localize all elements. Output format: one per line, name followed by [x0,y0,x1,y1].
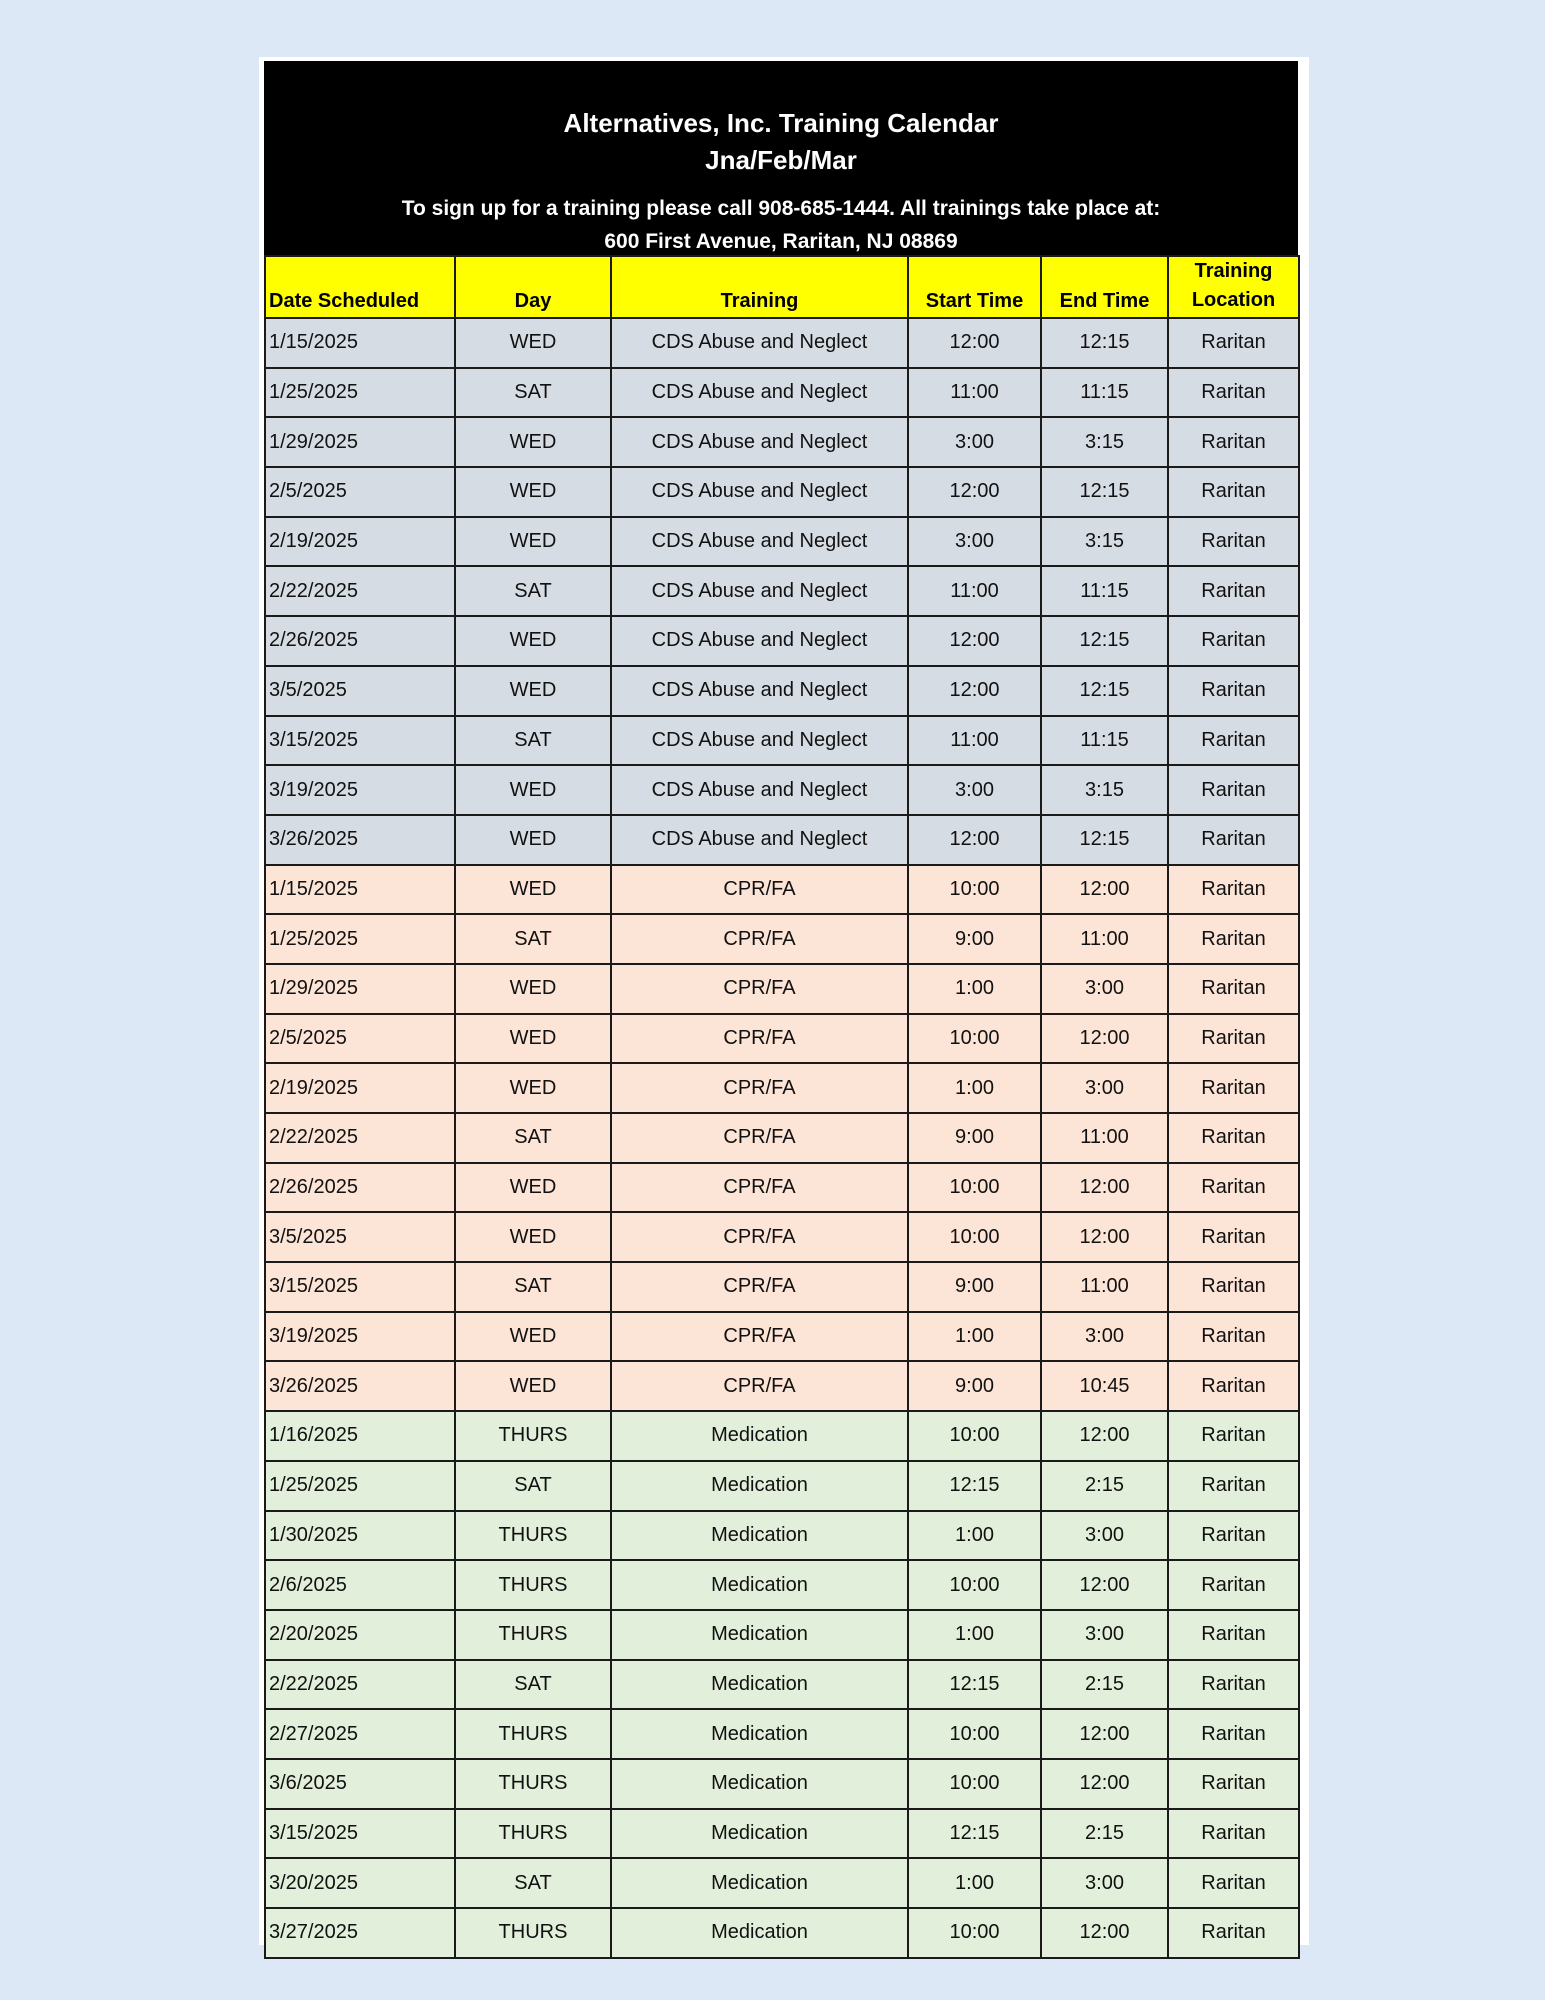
table-row [265,1411,1299,1461]
cell-day: SAT [455,1461,611,1511]
signup-notice-line2: 600 First Avenue, Raritan, NJ 08869 [604,230,958,253]
cell-date: 3/19/2025 [265,765,455,815]
table-row [265,1759,1299,1809]
table-body [265,318,1299,1958]
cell-day: SAT [455,1262,611,1312]
cell-end-time: 3:15 [1041,765,1168,815]
page-subtitle: Jna/Feb/Mar [705,145,857,175]
cell-date: 3/5/2025 [265,1212,455,1262]
table-row [265,368,1299,418]
cell-start-time: 9:00 [908,1361,1041,1411]
cell-start-time: 1:00 [908,1858,1041,1908]
cell-location: Raritan [1168,815,1299,865]
cell-day: SAT [455,566,611,616]
cell-date: 3/19/2025 [265,1312,455,1362]
cell-location: Raritan [1168,716,1299,766]
cell-end-time: 12:15 [1041,815,1168,865]
cell-training: Medication [611,1759,908,1809]
cell-day: WED [455,765,611,815]
cell-date: 2/26/2025 [265,616,455,666]
cell-location: Raritan [1168,1014,1299,1064]
cell-start-time: 10:00 [908,1759,1041,1809]
cell-training: CDS Abuse and Neglect [611,417,908,467]
column-header-location-line1: Training [1194,260,1273,282]
cell-training: CPR/FA [611,1113,908,1163]
table-row [265,1361,1299,1411]
cell-training: CPR/FA [611,865,908,915]
column-header-start: Start Time [908,256,1041,318]
cell-start-time: 9:00 [908,1262,1041,1312]
cell-end-time: 12:15 [1041,666,1168,716]
cell-location: Raritan [1168,368,1299,418]
cell-start-time: 10:00 [908,1908,1041,1958]
cell-start-time: 1:00 [908,1610,1041,1660]
cell-location: Raritan [1168,1461,1299,1511]
cell-training: CDS Abuse and Neglect [611,716,908,766]
cell-day: WED [455,1361,611,1411]
cell-location: Raritan [1168,1858,1299,1908]
cell-training: CDS Abuse and Neglect [611,467,908,517]
cell-start-time: 12:15 [908,1660,1041,1710]
cell-start-time: 12:00 [908,815,1041,865]
cell-training: CDS Abuse and Neglect [611,368,908,418]
cell-end-time: 3:00 [1041,1858,1168,1908]
table-row [265,1014,1299,1064]
cell-training: CDS Abuse and Neglect [611,815,908,865]
table-row [265,1511,1299,1561]
cell-day: SAT [455,1858,611,1908]
cell-training: CDS Abuse and Neglect [611,517,908,567]
cell-training: Medication [611,1560,908,1610]
cell-day: WED [455,666,611,716]
cell-training: CPR/FA [611,1262,908,1312]
cell-end-time: 12:00 [1041,1759,1168,1809]
column-header-date: Date Scheduled [265,256,455,318]
cell-location: Raritan [1168,1163,1299,1213]
cell-day: WED [455,865,611,915]
table-row [265,1212,1299,1262]
cell-day: THURS [455,1560,611,1610]
cell-end-time: 3:15 [1041,417,1168,467]
cell-training: CPR/FA [611,1312,908,1362]
cell-location: Raritan [1168,616,1299,666]
cell-date: 2/5/2025 [265,467,455,517]
cell-date: 3/15/2025 [265,1262,455,1312]
cell-start-time: 10:00 [908,1560,1041,1610]
cell-day: WED [455,318,611,368]
cell-location: Raritan [1168,1709,1299,1759]
cell-training: Medication [611,1511,908,1561]
cell-day: WED [455,1312,611,1362]
cell-end-time: 12:15 [1041,318,1168,368]
cell-training: CPR/FA [611,1212,908,1262]
cell-date: 3/26/2025 [265,815,455,865]
cell-location: Raritan [1168,1560,1299,1610]
cell-training: Medication [611,1461,908,1511]
cell-day: THURS [455,1709,611,1759]
cell-end-time: 12:00 [1041,1709,1168,1759]
table-row [265,815,1299,865]
column-header-location [1168,256,1299,318]
cell-location: Raritan [1168,914,1299,964]
table-row [265,1610,1299,1660]
cell-date: 3/15/2025 [265,716,455,766]
cell-training: CPR/FA [611,1063,908,1113]
cell-location: Raritan [1168,1759,1299,1809]
cell-location: Raritan [1168,1312,1299,1362]
table-row [265,517,1299,567]
cell-date: 2/22/2025 [265,1660,455,1710]
cell-start-time: 1:00 [908,1063,1041,1113]
cell-start-time: 3:00 [908,417,1041,467]
cell-start-time: 12:00 [908,467,1041,517]
training-table [264,255,1300,1959]
signup-notice [264,192,1298,258]
cell-end-time: 12:15 [1041,467,1168,517]
cell-end-time: 12:00 [1041,1560,1168,1610]
cell-location: Raritan [1168,1212,1299,1262]
cell-start-time: 1:00 [908,964,1041,1014]
cell-start-time: 3:00 [908,517,1041,567]
cell-training: CPR/FA [611,964,908,1014]
cell-date: 1/15/2025 [265,865,455,915]
cell-day: THURS [455,1610,611,1660]
cell-date: 2/19/2025 [265,1063,455,1113]
cell-start-time: 10:00 [908,1163,1041,1213]
cell-training: CPR/FA [611,1361,908,1411]
calendar-sheet [259,57,1309,1945]
cell-start-time: 12:00 [908,616,1041,666]
cell-date: 2/5/2025 [265,1014,455,1064]
cell-location: Raritan [1168,964,1299,1014]
cell-training: Medication [611,1709,908,1759]
cell-date: 3/20/2025 [265,1858,455,1908]
table-row [265,666,1299,716]
cell-start-time: 11:00 [908,368,1041,418]
table-row [265,964,1299,1014]
cell-day: WED [455,1014,611,1064]
cell-end-time: 11:15 [1041,716,1168,766]
cell-end-time: 3:15 [1041,517,1168,567]
table-row [265,765,1299,815]
cell-date: 1/29/2025 [265,417,455,467]
cell-day: SAT [455,716,611,766]
cell-start-time: 10:00 [908,865,1041,915]
cell-date: 2/22/2025 [265,566,455,616]
table-row [265,616,1299,666]
cell-date: 2/22/2025 [265,1113,455,1163]
cell-end-time: 3:00 [1041,1312,1168,1362]
cell-location: Raritan [1168,1908,1299,1958]
cell-day: SAT [455,1113,611,1163]
cell-day: THURS [455,1411,611,1461]
cell-location: Raritan [1168,1411,1299,1461]
cell-end-time: 3:00 [1041,1610,1168,1660]
cell-location: Raritan [1168,865,1299,915]
calendar-header [264,61,1298,257]
cell-day: SAT [455,1660,611,1710]
cell-day: WED [455,1163,611,1213]
table-row [265,566,1299,616]
page-title: Alternatives, Inc. Training Calendar [563,108,999,138]
cell-start-time: 11:00 [908,716,1041,766]
cell-location: Raritan [1168,1809,1299,1859]
cell-training: CDS Abuse and Neglect [611,566,908,616]
cell-training: CPR/FA [611,914,908,964]
cell-day: WED [455,616,611,666]
cell-end-time: 12:00 [1041,865,1168,915]
cell-end-time: 11:00 [1041,1113,1168,1163]
cell-date: 3/26/2025 [265,1361,455,1411]
table-row [265,1858,1299,1908]
cell-date: 1/25/2025 [265,1461,455,1511]
table-row [265,1312,1299,1362]
cell-day: WED [455,1063,611,1113]
cell-date: 3/15/2025 [265,1809,455,1859]
cell-end-time: 3:00 [1041,964,1168,1014]
cell-date: 1/25/2025 [265,914,455,964]
table-row [265,1809,1299,1859]
cell-date: 2/19/2025 [265,517,455,567]
cell-day: WED [455,964,611,1014]
cell-end-time: 12:00 [1041,1163,1168,1213]
cell-start-time: 10:00 [908,1014,1041,1064]
cell-end-time: 12:15 [1041,616,1168,666]
cell-date: 3/27/2025 [265,1908,455,1958]
cell-start-time: 12:15 [908,1809,1041,1859]
column-header-location-line2: Location [1191,289,1276,311]
cell-location: Raritan [1168,1063,1299,1113]
table-row [265,1908,1299,1958]
cell-location: Raritan [1168,1511,1299,1561]
cell-end-time: 2:15 [1041,1660,1168,1710]
cell-date: 2/6/2025 [265,1560,455,1610]
cell-training: Medication [611,1908,908,1958]
table-row [265,318,1299,368]
cell-location: Raritan [1168,517,1299,567]
column-header-training: Training [611,256,908,318]
cell-day: WED [455,467,611,517]
cell-location: Raritan [1168,1660,1299,1710]
cell-location: Raritan [1168,765,1299,815]
table-row [265,1113,1299,1163]
cell-day: THURS [455,1511,611,1561]
cell-date: 1/30/2025 [265,1511,455,1561]
cell-date: 1/29/2025 [265,964,455,1014]
table-row [265,1709,1299,1759]
table-row [265,1262,1299,1312]
cell-location: Raritan [1168,467,1299,517]
cell-training: Medication [611,1858,908,1908]
cell-date: 3/5/2025 [265,666,455,716]
cell-start-time: 12:00 [908,318,1041,368]
cell-end-time: 11:15 [1041,368,1168,418]
table-row [265,1560,1299,1610]
cell-end-time: 11:15 [1041,566,1168,616]
cell-location: Raritan [1168,1262,1299,1312]
table-row [265,467,1299,517]
cell-day: SAT [455,914,611,964]
cell-end-time: 12:00 [1041,1411,1168,1461]
cell-training: CDS Abuse and Neglect [611,765,908,815]
cell-date: 3/6/2025 [265,1759,455,1809]
table-row [265,417,1299,467]
cell-date: 1/16/2025 [265,1411,455,1461]
cell-training: Medication [611,1411,908,1461]
cell-end-time: 3:00 [1041,1063,1168,1113]
cell-location: Raritan [1168,318,1299,368]
column-header-end: End Time [1041,256,1168,318]
cell-location: Raritan [1168,1610,1299,1660]
cell-training: Medication [611,1660,908,1710]
cell-location: Raritan [1168,666,1299,716]
cell-training: Medication [611,1610,908,1660]
cell-day: WED [455,1212,611,1262]
table-row [265,865,1299,915]
cell-location: Raritan [1168,1361,1299,1411]
cell-end-time: 2:15 [1041,1461,1168,1511]
cell-location: Raritan [1168,1113,1299,1163]
cell-start-time: 10:00 [908,1212,1041,1262]
cell-end-time: 3:00 [1041,1511,1168,1561]
table-row [265,1163,1299,1213]
cell-training: CDS Abuse and Neglect [611,616,908,666]
cell-start-time: 1:00 [908,1511,1041,1561]
cell-end-time: 12:00 [1041,1908,1168,1958]
cell-end-time: 12:00 [1041,1212,1168,1262]
table-row [265,1461,1299,1511]
cell-location: Raritan [1168,566,1299,616]
cell-day: THURS [455,1759,611,1809]
cell-end-time: 10:45 [1041,1361,1168,1411]
table-row [265,1063,1299,1113]
cell-end-time: 11:00 [1041,1262,1168,1312]
cell-training: Medication [611,1809,908,1859]
cell-date: 1/15/2025 [265,318,455,368]
cell-end-time: 2:15 [1041,1809,1168,1859]
cell-date: 2/20/2025 [265,1610,455,1660]
signup-notice-line1: To sign up for a training please call 908-685-1444. All trainings take place at: [401,197,1161,220]
cell-training: CPR/FA [611,1163,908,1213]
cell-day: WED [455,517,611,567]
cell-training: CDS Abuse and Neglect [611,318,908,368]
cell-day: THURS [455,1809,611,1859]
column-header-day: Day [455,256,611,318]
cell-training: CDS Abuse and Neglect [611,666,908,716]
cell-day: THURS [455,1908,611,1958]
cell-start-time: 12:00 [908,666,1041,716]
cell-start-time: 10:00 [908,1709,1041,1759]
cell-end-time: 12:00 [1041,1014,1168,1064]
cell-training: CPR/FA [611,1014,908,1064]
cell-day: SAT [455,368,611,418]
cell-start-time: 10:00 [908,1411,1041,1461]
cell-start-time: 3:00 [908,765,1041,815]
cell-date: 2/27/2025 [265,1709,455,1759]
cell-start-time: 9:00 [908,1113,1041,1163]
cell-start-time: 12:15 [908,1461,1041,1511]
table-header-row [265,256,1299,318]
cell-start-time: 11:00 [908,566,1041,616]
cell-start-time: 1:00 [908,1312,1041,1362]
table-row [265,1660,1299,1710]
cell-start-time: 9:00 [908,914,1041,964]
cell-end-time: 11:00 [1041,914,1168,964]
cell-date: 1/25/2025 [265,368,455,418]
table-row [265,716,1299,766]
cell-day: WED [455,815,611,865]
cell-date: 2/26/2025 [265,1163,455,1213]
table-row [265,914,1299,964]
cell-location: Raritan [1168,417,1299,467]
cell-day: WED [455,417,611,467]
